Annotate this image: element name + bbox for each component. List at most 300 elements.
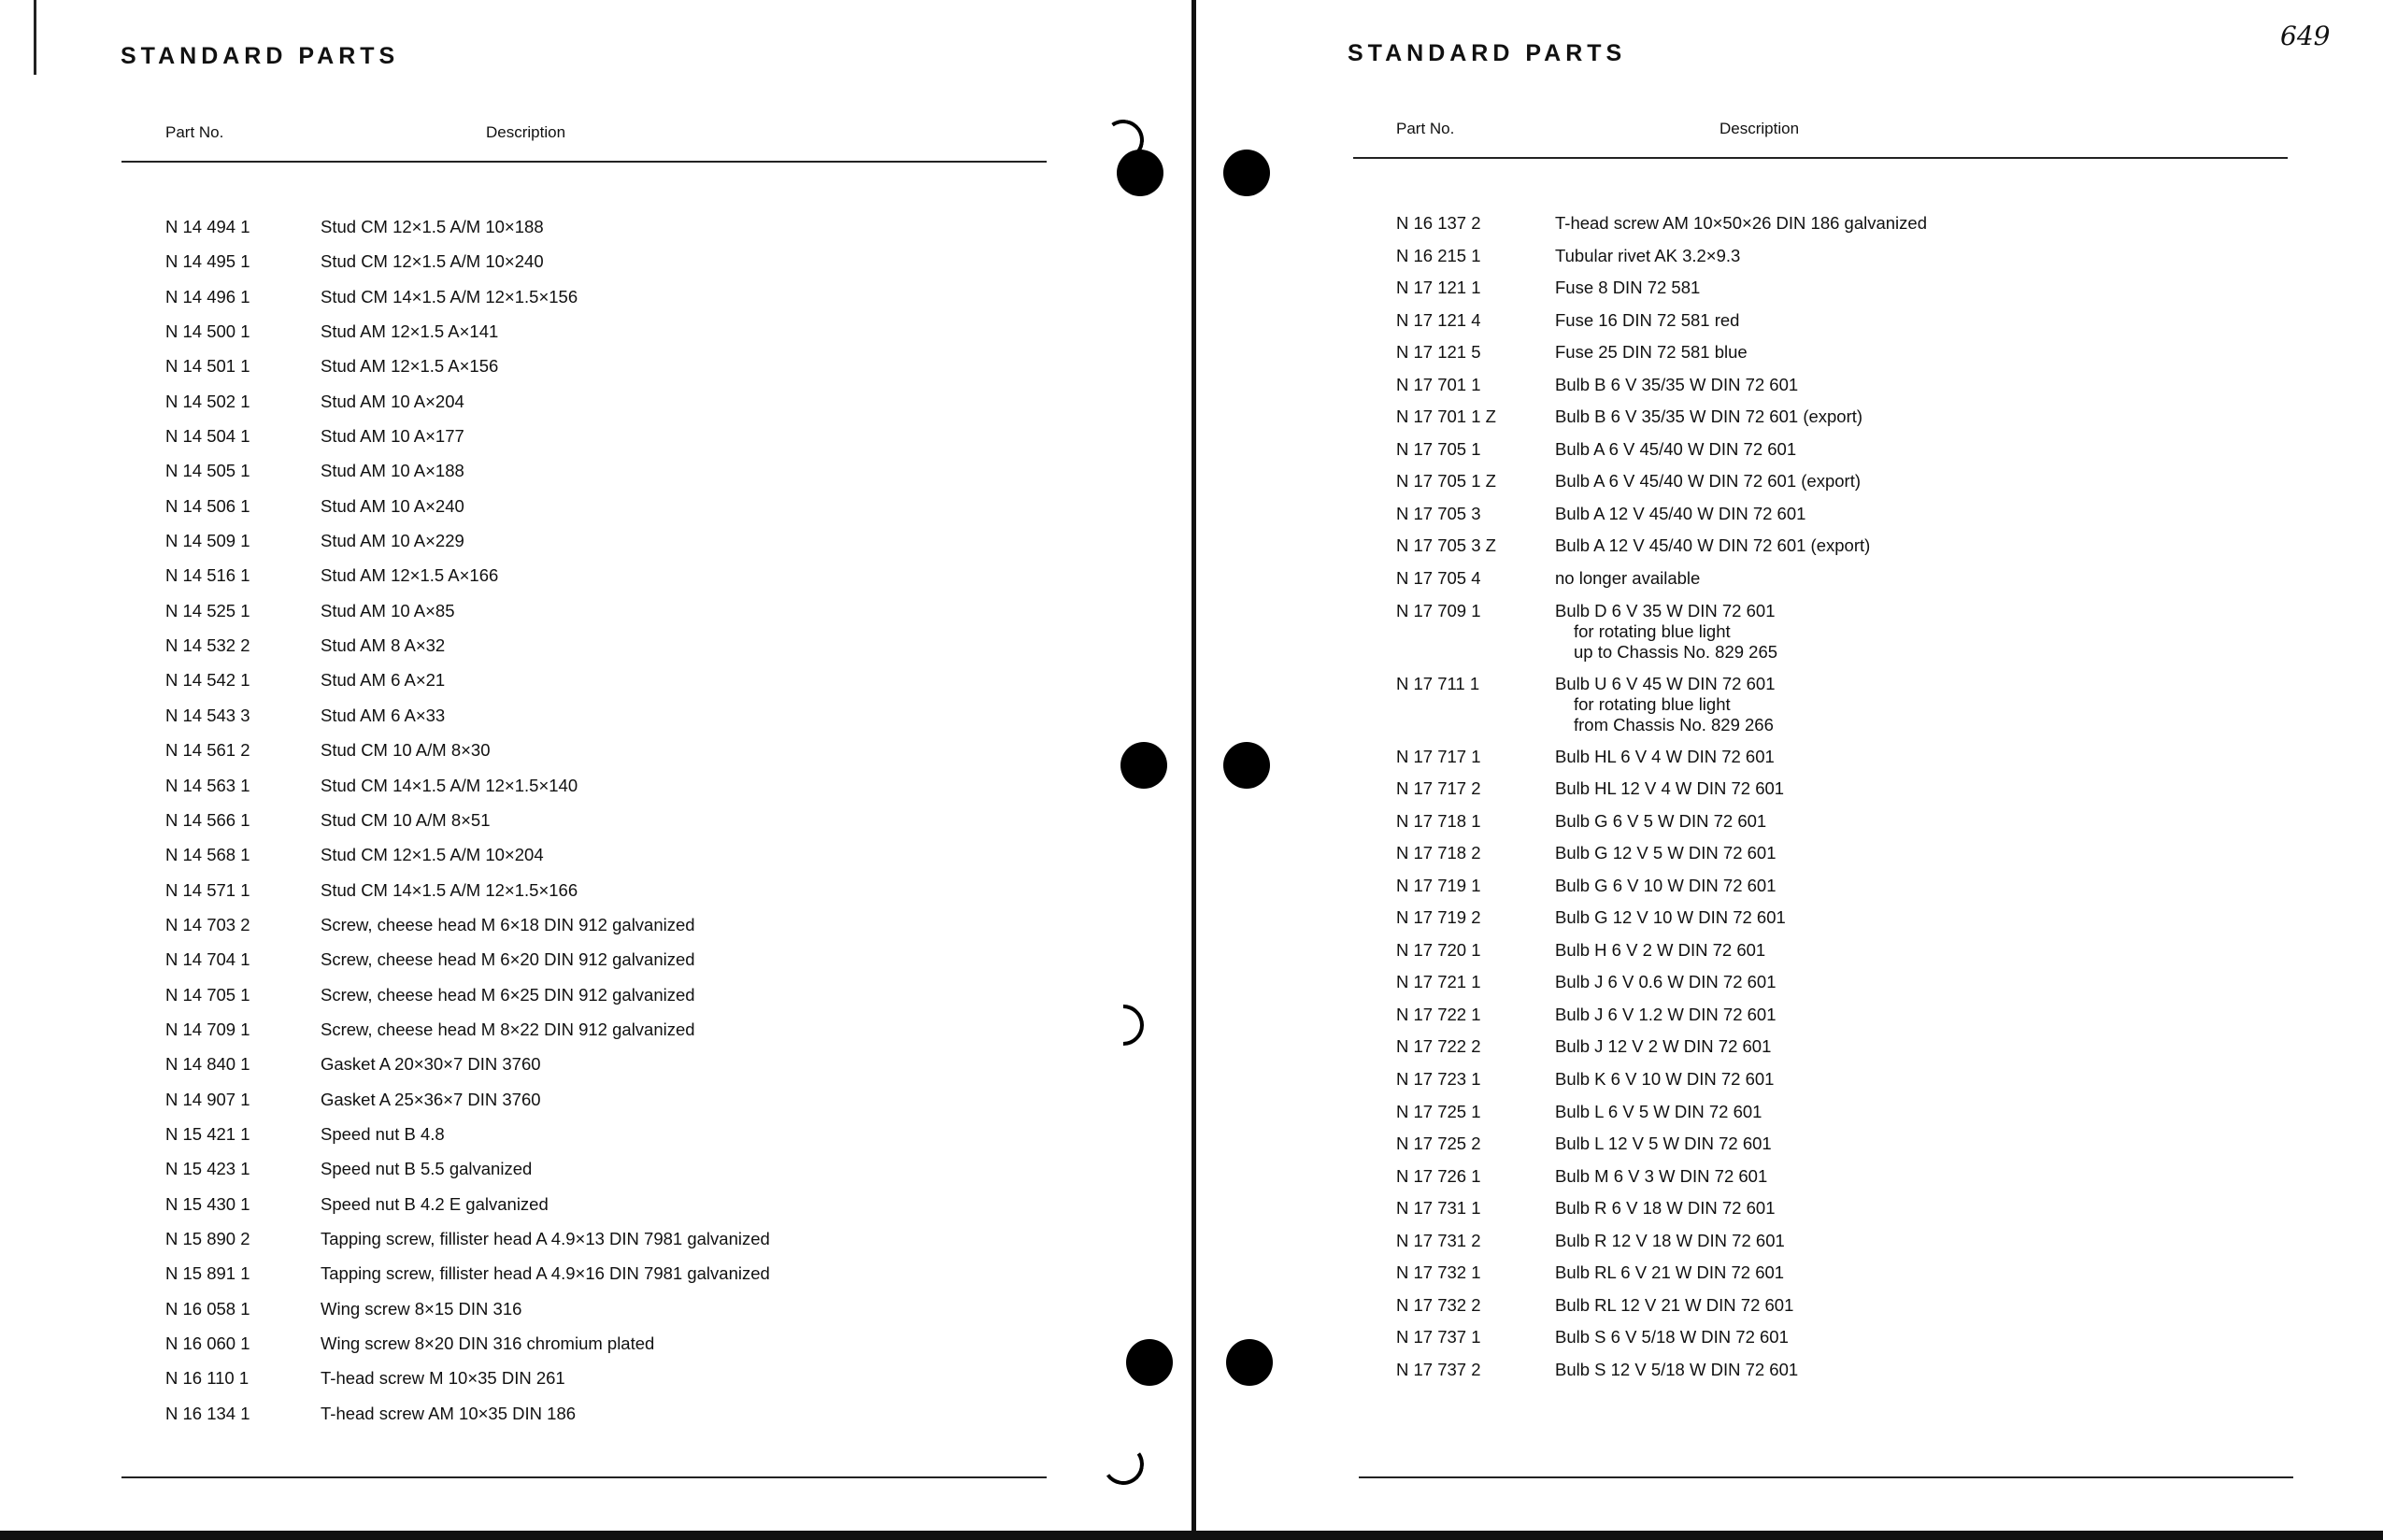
part-description bbox=[321, 670, 445, 691]
description-text: T-head screw M 10×35 DIN 261 bbox=[321, 1368, 565, 1389]
part-description bbox=[321, 880, 578, 901]
part-number: N 14 504 1 bbox=[165, 426, 250, 447]
table-row bbox=[165, 1124, 1100, 1159]
description-text: Bulb B 6 V 35/35 W DIN 72 601 (export) bbox=[1555, 406, 1863, 427]
description-text: Tubular rivet AK 3.2×9.3 bbox=[1555, 245, 1741, 265]
part-number: N 17 737 2 bbox=[1396, 1359, 1481, 1379]
part-number: N 14 703 2 bbox=[165, 914, 250, 934]
description-text: Bulb RL 6 V 21 W DIN 72 601 bbox=[1555, 1262, 1785, 1283]
binder-hole bbox=[1223, 150, 1270, 196]
description-text: T-head screw AM 10×35 DIN 186 bbox=[321, 1403, 577, 1423]
part-number: N 17 705 1 Z bbox=[1396, 471, 1496, 492]
description-text: Bulb K 6 V 10 W DIN 72 601 bbox=[1555, 1069, 1775, 1090]
part-description bbox=[321, 601, 454, 621]
part-number: N 14 495 1 bbox=[165, 251, 250, 272]
part-description bbox=[321, 461, 464, 481]
description-text: Stud CM 10 A/M 8×51 bbox=[321, 809, 491, 830]
part-number: N 17 705 4 bbox=[1396, 568, 1481, 589]
part-description bbox=[321, 1299, 521, 1319]
table-row bbox=[165, 635, 1100, 670]
part-description bbox=[321, 1263, 770, 1284]
part-number: N 16 058 1 bbox=[165, 1298, 250, 1319]
part-description bbox=[1555, 907, 1786, 928]
part-description bbox=[1555, 811, 1766, 832]
part-number: N 17 121 5 bbox=[1396, 342, 1481, 363]
description-text: Bulb M 6 V 3 W DIN 72 601 bbox=[1555, 1165, 1768, 1186]
part-number: N 17 722 1 bbox=[1396, 1004, 1481, 1024]
part-description bbox=[321, 1404, 576, 1424]
part-number: N 17 732 1 bbox=[1396, 1262, 1481, 1283]
part-number: N 16 060 1 bbox=[165, 1333, 250, 1353]
part-number: N 17 731 2 bbox=[1396, 1230, 1481, 1250]
table-row bbox=[165, 949, 1100, 984]
part-description bbox=[1555, 778, 1784, 799]
part-number: N 17 705 1 bbox=[1396, 438, 1481, 459]
table-row bbox=[1396, 246, 2331, 278]
part-description bbox=[1555, 1069, 1774, 1090]
part-number: N 14 505 1 bbox=[165, 461, 250, 481]
part-description bbox=[1555, 1262, 1784, 1283]
description-text: Stud AM 6 A×33 bbox=[321, 705, 446, 725]
part-number: N 14 525 1 bbox=[165, 600, 250, 620]
part-number: N 15 430 1 bbox=[165, 1193, 250, 1214]
description-text: Screw, cheese head M 6×25 DIN 912 galvanized bbox=[321, 984, 695, 1005]
table-row bbox=[1396, 1198, 2331, 1231]
part-description bbox=[321, 1020, 695, 1040]
part-number: N 17 726 1 bbox=[1396, 1165, 1481, 1186]
page-title: STANDARD PARTS bbox=[1348, 40, 1627, 66]
description-text: Stud AM 12×1.5 A×141 bbox=[321, 321, 499, 342]
part-description bbox=[1555, 342, 1748, 363]
part-number: N 16 137 2 bbox=[1396, 213, 1481, 233]
part-description bbox=[321, 1229, 770, 1249]
table-row bbox=[165, 287, 1100, 321]
part-description bbox=[321, 356, 498, 377]
part-description bbox=[321, 1368, 565, 1389]
footer-rule bbox=[121, 1476, 1047, 1478]
description-text: Bulb G 6 V 5 W DIN 72 601 bbox=[1555, 810, 1767, 831]
table-row bbox=[165, 845, 1100, 879]
header-rule bbox=[1353, 157, 2288, 159]
table-row bbox=[165, 217, 1100, 251]
part-number: N 17 723 1 bbox=[1396, 1069, 1481, 1090]
part-number: N 14 501 1 bbox=[165, 356, 250, 377]
part-description bbox=[321, 845, 544, 865]
part-number: N 17 711 1 bbox=[1396, 673, 1480, 693]
part-number: N 16 110 1 bbox=[165, 1368, 250, 1389]
description-text: Fuse 8 DIN 72 581 bbox=[1555, 278, 1701, 298]
part-number: N 14 494 1 bbox=[165, 217, 250, 236]
table-row bbox=[165, 706, 1100, 740]
description-text: Bulb R 12 V 18 W DIN 72 601 bbox=[1555, 1230, 1785, 1250]
description-text: Bulb D 6 V 35 W DIN 72 601 bbox=[1555, 600, 1776, 620]
page-fold bbox=[1192, 0, 1196, 1533]
description-text: Bulb HL 6 V 4 W DIN 72 601 bbox=[1555, 746, 1775, 766]
description-text: Gasket A 20×30×7 DIN 3760 bbox=[321, 1054, 541, 1075]
description-text: Speed nut B 5.5 galvanized bbox=[321, 1159, 533, 1179]
part-description bbox=[321, 392, 464, 412]
table-row bbox=[165, 565, 1100, 600]
table-row bbox=[1396, 778, 2331, 811]
part-description bbox=[321, 496, 464, 517]
table-row bbox=[1396, 471, 2331, 504]
table-row bbox=[1396, 940, 2331, 973]
description-text: Stud CM 10 A/M 8×30 bbox=[321, 740, 491, 761]
part-number: N 17 721 1 bbox=[1396, 972, 1481, 992]
description-text: Bulb A 6 V 45/40 W DIN 72 601 (export) bbox=[1555, 471, 1862, 492]
part-number: N 17 737 1 bbox=[1396, 1327, 1481, 1348]
description-text: Bulb G 12 V 10 W DIN 72 601 bbox=[1555, 907, 1786, 928]
part-description bbox=[1555, 1102, 1762, 1122]
table-row bbox=[165, 356, 1100, 391]
description-text: no longer available bbox=[1555, 568, 1701, 589]
table-row bbox=[165, 461, 1100, 495]
description-text: T-head screw AM 10×50×26 DIN 186 galvanized bbox=[1555, 213, 1927, 233]
description-text: Stud CM 14×1.5 A/M 12×1.5×166 bbox=[321, 879, 578, 900]
part-description bbox=[1555, 1166, 1767, 1187]
binder-hole bbox=[1226, 1339, 1273, 1386]
description-text: Bulb J 12 V 2 W DIN 72 601 bbox=[1555, 1036, 1772, 1057]
part-number: N 17 718 2 bbox=[1396, 843, 1481, 863]
table-row bbox=[1396, 1327, 2331, 1360]
part-number: N 14 907 1 bbox=[165, 1089, 250, 1109]
table-row bbox=[165, 880, 1100, 915]
description-text: Stud AM 10 A×204 bbox=[321, 391, 464, 411]
description-note: up to Chassis No. 829 265 bbox=[1574, 641, 1778, 662]
description-text: Stud AM 12×1.5 A×156 bbox=[321, 356, 499, 377]
part-description bbox=[1555, 213, 1927, 234]
description-text: Bulb H 6 V 2 W DIN 72 601 bbox=[1555, 939, 1766, 960]
table-row bbox=[165, 426, 1100, 461]
part-description bbox=[1555, 504, 1805, 524]
description-text: Stud AM 10 A×229 bbox=[321, 531, 464, 551]
table-row bbox=[165, 1229, 1100, 1263]
part-number: N 16 215 1 bbox=[1396, 245, 1481, 265]
description-text: Stud CM 14×1.5 A/M 12×1.5×140 bbox=[321, 775, 578, 795]
part-description bbox=[321, 1124, 445, 1145]
table-row bbox=[165, 1054, 1100, 1089]
table-row bbox=[165, 1159, 1100, 1193]
description-text: Stud AM 10 A×177 bbox=[321, 426, 464, 447]
description-text: Stud CM 12×1.5 A/M 10×204 bbox=[321, 845, 544, 865]
table-row bbox=[1396, 535, 2331, 568]
left-page bbox=[0, 0, 1192, 1533]
table-row bbox=[1396, 674, 2331, 747]
part-description bbox=[321, 635, 445, 656]
part-number: N 17 718 1 bbox=[1396, 810, 1481, 831]
page-bottom-edge bbox=[0, 1531, 2383, 1540]
description-note: for rotating blue light bbox=[1574, 620, 1731, 641]
part-description bbox=[321, 985, 695, 1005]
description-text: Stud CM 12×1.5 A/M 10×188 bbox=[321, 217, 544, 236]
table-row bbox=[165, 531, 1100, 565]
part-description bbox=[1555, 1231, 1785, 1251]
part-number: N 17 121 4 bbox=[1396, 309, 1481, 330]
part-description bbox=[321, 321, 498, 342]
description-text: Speed nut B 4.8 bbox=[321, 1123, 445, 1144]
part-description bbox=[321, 949, 695, 970]
table-row bbox=[1396, 375, 2331, 407]
part-number: N 17 731 1 bbox=[1396, 1198, 1481, 1219]
part-number: N 17 701 1 bbox=[1396, 374, 1481, 394]
part-number: N 14 709 1 bbox=[165, 1019, 250, 1039]
table-row bbox=[1396, 843, 2331, 876]
part-description bbox=[1555, 568, 1700, 589]
table-row bbox=[1396, 1069, 2331, 1102]
part-description bbox=[1555, 972, 1777, 992]
description-text: Bulb J 6 V 0.6 W DIN 72 601 bbox=[1555, 972, 1777, 992]
table-row bbox=[1396, 406, 2331, 439]
part-description bbox=[321, 810, 491, 831]
description-text: Bulb S 6 V 5/18 W DIN 72 601 bbox=[1555, 1327, 1789, 1348]
part-description bbox=[321, 531, 464, 551]
table-row bbox=[1396, 876, 2331, 908]
part-description bbox=[1555, 1295, 1793, 1316]
part-description bbox=[1555, 1198, 1775, 1219]
part-description bbox=[321, 1333, 654, 1354]
table-row bbox=[1396, 1102, 2331, 1134]
table-row bbox=[1396, 1231, 2331, 1263]
table-row bbox=[1396, 504, 2331, 536]
part-description bbox=[321, 217, 544, 237]
part-number: N 14 571 1 bbox=[165, 879, 250, 900]
table-row bbox=[1396, 439, 2331, 472]
part-description bbox=[321, 287, 578, 307]
part-number: N 14 509 1 bbox=[165, 531, 250, 551]
part-description bbox=[1555, 1005, 1777, 1025]
description-note: for rotating blue light bbox=[1574, 693, 1731, 714]
table-row bbox=[165, 1020, 1100, 1054]
table-row bbox=[165, 321, 1100, 356]
description-text: Bulb R 6 V 18 W DIN 72 601 bbox=[1555, 1198, 1776, 1219]
column-header-description: Description bbox=[486, 123, 566, 141]
part-number: N 14 542 1 bbox=[165, 670, 250, 691]
description-text: Gasket A 25×36×7 DIN 3760 bbox=[321, 1089, 541, 1109]
part-description bbox=[321, 1054, 541, 1075]
part-description bbox=[1555, 876, 1777, 896]
part-number: N 14 704 1 bbox=[165, 949, 250, 970]
table-row bbox=[165, 670, 1100, 705]
table-row bbox=[1396, 213, 2331, 246]
description-text: Wing screw 8×15 DIN 316 bbox=[321, 1298, 522, 1319]
description-text: Tapping screw, fillister head A 4.9×13 DIN 7981 galvanized bbox=[321, 1228, 770, 1248]
part-number: N 15 423 1 bbox=[165, 1159, 250, 1179]
part-number: N 14 506 1 bbox=[165, 495, 250, 516]
part-description bbox=[321, 776, 578, 796]
part-description bbox=[1555, 1036, 1771, 1057]
part-description bbox=[321, 1090, 541, 1110]
part-number: N 17 725 1 bbox=[1396, 1101, 1481, 1121]
description-text: Tapping screw, fillister head A 4.9×16 DIN 7981 galvanized bbox=[321, 1263, 770, 1284]
description-text: Bulb G 6 V 10 W DIN 72 601 bbox=[1555, 875, 1777, 895]
table-row bbox=[165, 1263, 1100, 1298]
part-number: N 17 121 1 bbox=[1396, 278, 1481, 298]
part-number: N 14 705 1 bbox=[165, 984, 250, 1005]
part-description bbox=[1555, 1134, 1772, 1154]
table-row bbox=[1396, 601, 2331, 674]
part-number: N 17 701 1 Z bbox=[1396, 406, 1496, 427]
part-number: N 14 532 2 bbox=[165, 635, 250, 656]
part-number: N 14 516 1 bbox=[165, 565, 250, 586]
table-row bbox=[165, 496, 1100, 531]
table-row bbox=[1396, 811, 2331, 844]
part-description bbox=[1555, 940, 1765, 961]
description-text: Bulb J 6 V 1.2 W DIN 72 601 bbox=[1555, 1004, 1777, 1024]
part-description bbox=[1555, 1360, 1798, 1380]
description-text: Screw, cheese head M 6×18 DIN 912 galvanized bbox=[321, 914, 695, 934]
description-text: Bulb A 6 V 45/40 W DIN 72 601 bbox=[1555, 438, 1797, 459]
part-number: N 17 705 3 Z bbox=[1396, 535, 1496, 556]
description-text: Screw, cheese head M 8×22 DIN 912 galvanized bbox=[321, 1019, 695, 1039]
description-text: Bulb A 12 V 45/40 W DIN 72 601 (export) bbox=[1555, 535, 1871, 556]
table-row bbox=[1396, 1166, 2331, 1199]
table-row bbox=[1396, 747, 2331, 779]
part-number: N 14 543 3 bbox=[165, 705, 250, 725]
table-row bbox=[165, 1090, 1100, 1124]
description-text: Fuse 25 DIN 72 581 blue bbox=[1555, 342, 1748, 363]
part-number: N 17 720 1 bbox=[1396, 939, 1481, 960]
part-number: N 14 561 2 bbox=[165, 740, 250, 761]
table-row bbox=[1396, 907, 2331, 940]
header-rule bbox=[121, 161, 1047, 163]
part-number: N 15 891 1 bbox=[165, 1263, 250, 1284]
part-number: N 17 717 2 bbox=[1396, 778, 1481, 799]
binder-hole bbox=[1223, 742, 1270, 789]
description-text: Bulb HL 12 V 4 W DIN 72 601 bbox=[1555, 778, 1785, 799]
table-row bbox=[1396, 1295, 2331, 1328]
part-number: N 14 502 1 bbox=[165, 391, 250, 411]
handwritten-page-number: 649 bbox=[2280, 21, 2331, 51]
part-number: N 16 134 1 bbox=[165, 1403, 250, 1423]
part-description bbox=[1555, 375, 1798, 395]
part-number: N 14 566 1 bbox=[165, 809, 250, 830]
binder-hole bbox=[1126, 1339, 1173, 1386]
table-row bbox=[165, 1299, 1100, 1333]
table-row bbox=[1396, 1036, 2331, 1069]
table-row bbox=[1396, 1262, 2331, 1295]
footer-rule bbox=[1359, 1476, 2293, 1478]
table-row bbox=[165, 251, 1100, 286]
part-description bbox=[1555, 439, 1796, 460]
description-text: Bulb RL 12 V 21 W DIN 72 601 bbox=[1555, 1294, 1794, 1315]
part-number: N 17 709 1 bbox=[1396, 600, 1481, 620]
column-header-part-no: Part No. bbox=[165, 123, 224, 141]
part-description bbox=[1555, 535, 1870, 556]
part-number: N 14 563 1 bbox=[165, 775, 250, 795]
part-description bbox=[1555, 310, 1739, 331]
part-description bbox=[321, 740, 491, 761]
part-number: N 14 568 1 bbox=[165, 845, 250, 865]
part-number: N 17 717 1 bbox=[1396, 746, 1481, 766]
description-text: Stud AM 10 A×240 bbox=[321, 495, 464, 516]
table-row bbox=[165, 1368, 1100, 1403]
table-row bbox=[1396, 972, 2331, 1005]
part-description bbox=[321, 565, 498, 586]
description-text: Stud CM 14×1.5 A/M 12×1.5×156 bbox=[321, 286, 578, 307]
part-description bbox=[1555, 406, 1862, 427]
part-number: N 17 705 3 bbox=[1396, 503, 1481, 523]
parts-list bbox=[165, 217, 1100, 1438]
table-row bbox=[165, 1333, 1100, 1368]
description-text: Bulb G 12 V 5 W DIN 72 601 bbox=[1555, 843, 1777, 863]
part-number: N 17 719 1 bbox=[1396, 875, 1481, 895]
table-row bbox=[165, 1194, 1100, 1229]
table-row bbox=[165, 740, 1100, 775]
part-description bbox=[1555, 843, 1777, 863]
table-row bbox=[1396, 310, 2331, 343]
part-description bbox=[321, 915, 695, 935]
part-number: N 15 421 1 bbox=[165, 1123, 250, 1144]
part-description bbox=[1555, 246, 1740, 266]
part-number: N 17 719 2 bbox=[1396, 907, 1481, 928]
description-text: Stud AM 8 A×32 bbox=[321, 635, 446, 656]
table-row bbox=[1396, 1005, 2331, 1037]
description-text: Speed nut B 4.2 E galvanized bbox=[321, 1193, 549, 1214]
part-number: N 17 732 2 bbox=[1396, 1294, 1481, 1315]
table-row bbox=[165, 985, 1100, 1020]
description-text: Bulb U 6 V 45 W DIN 72 601 bbox=[1555, 673, 1776, 693]
part-description bbox=[321, 251, 544, 272]
part-number: N 17 725 2 bbox=[1396, 1134, 1481, 1154]
table-row bbox=[165, 810, 1100, 845]
column-header-description: Description bbox=[1719, 120, 1800, 137]
description-text: Bulb S 12 V 5/18 W DIN 72 601 bbox=[1555, 1359, 1799, 1379]
table-row bbox=[165, 915, 1100, 949]
right-page bbox=[1198, 0, 2383, 1533]
part-description bbox=[321, 426, 464, 447]
table-row bbox=[165, 601, 1100, 635]
description-note: from Chassis No. 829 266 bbox=[1574, 714, 1774, 734]
part-description bbox=[1555, 601, 1777, 663]
description-text: Stud AM 10 A×188 bbox=[321, 461, 464, 481]
description-text: Wing screw 8×20 DIN 316 chromium plated bbox=[321, 1333, 655, 1353]
description-text: Bulb L 6 V 5 W DIN 72 601 bbox=[1555, 1101, 1762, 1121]
part-description bbox=[321, 1194, 549, 1215]
part-description bbox=[321, 1159, 532, 1179]
part-description bbox=[1555, 674, 1775, 735]
table-row bbox=[1396, 342, 2331, 375]
part-description bbox=[1555, 278, 1700, 298]
table-row bbox=[165, 776, 1100, 810]
part-description bbox=[321, 706, 445, 726]
description-text: Screw, cheese head M 6×20 DIN 912 galvanized bbox=[321, 949, 695, 970]
table-row bbox=[1396, 278, 2331, 310]
part-number: N 15 890 2 bbox=[165, 1228, 250, 1248]
part-description bbox=[1555, 747, 1775, 767]
part-description bbox=[1555, 471, 1861, 492]
description-text: Stud AM 10 A×85 bbox=[321, 600, 455, 620]
description-text: Bulb A 12 V 45/40 W DIN 72 601 bbox=[1555, 503, 1806, 523]
description-text: Stud CM 12×1.5 A/M 10×240 bbox=[321, 251, 544, 272]
table-row bbox=[1396, 1134, 2331, 1166]
description-text: Bulb L 12 V 5 W DIN 72 601 bbox=[1555, 1134, 1772, 1154]
page-title: STANDARD PARTS bbox=[121, 43, 400, 69]
table-row bbox=[165, 392, 1100, 426]
description-text: Stud AM 6 A×21 bbox=[321, 670, 446, 691]
part-number: N 14 496 1 bbox=[165, 286, 250, 307]
description-text: Stud AM 12×1.5 A×166 bbox=[321, 565, 499, 586]
table-row bbox=[1396, 568, 2331, 601]
part-description bbox=[1555, 1327, 1789, 1348]
part-number: N 14 840 1 bbox=[165, 1054, 250, 1075]
table-row bbox=[1396, 1360, 2331, 1392]
part-number: N 17 722 2 bbox=[1396, 1036, 1481, 1057]
binder-hole bbox=[1120, 742, 1167, 789]
part-number: N 14 500 1 bbox=[165, 321, 250, 342]
parts-list bbox=[1396, 213, 2331, 1392]
table-row bbox=[165, 1404, 1100, 1438]
description-text: Fuse 16 DIN 72 581 red bbox=[1555, 309, 1740, 330]
